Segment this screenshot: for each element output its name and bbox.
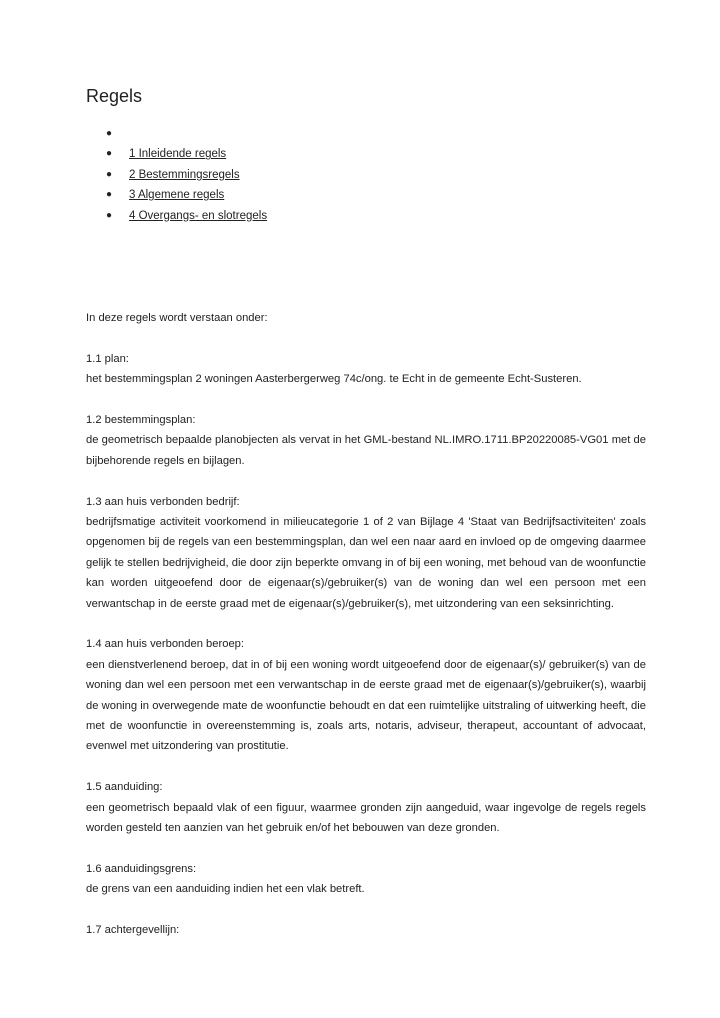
toc-link-overgangs-slotregels[interactable]: 4 Overgangs- en slotregels (129, 209, 268, 222)
toc-item-bestemmingsregels (86, 165, 267, 185)
definition-bestemmingsplan (86, 410, 646, 471)
toc-link-inleidende-regels[interactable]: 1 Inleidende regels (129, 148, 227, 161)
definition-description: een geometrisch bepaald vlak of een figuur, waarmee gronden zijn aangeduid, waar ingevolge de regels regels worden gesteld ten aanzien van het gebruik en/of het bebouwen van deze gronden. (86, 801, 646, 835)
toc-item-empty (86, 124, 267, 144)
definition-aan-huis-verbonden-bedrijf (86, 492, 646, 614)
definition-term: 1.3 aan huis verbonden bedrijf: (86, 495, 240, 508)
definition-term: 1.5 aanduiding: (86, 781, 163, 794)
regels-content (86, 308, 646, 961)
definition-description: de geometrisch bepaalde planobjecten als vervat in het GML-bestand NL.IMRO.1711.BP20220085-VG01 met de bijbehorende regels en bijlagen. (86, 434, 646, 467)
page-title: Regels (86, 86, 143, 106)
bullet-icon: ● (106, 209, 113, 221)
definition-aanduiding (86, 777, 646, 838)
toc-item-overgangs-slotregels (86, 206, 267, 226)
intro-text: In deze regels wordt verstaan onder: (86, 312, 268, 324)
table-of-contents (86, 124, 267, 226)
bullet-icon: ● (106, 148, 113, 160)
bullet-icon: ● (106, 168, 113, 180)
toc-item-algemene-regels (86, 185, 267, 205)
definition-term: 1.1 plan: (86, 352, 129, 365)
bullet-icon: ● (106, 128, 113, 139)
definition-term: 1.7 achtergevellijn: (86, 924, 180, 937)
toc-item-inleidende-regels (86, 144, 267, 164)
bullet-icon: ● (106, 189, 113, 201)
definition-achtergevellijn (86, 920, 646, 940)
definition-term: 1.6 aanduidingsgrens: (86, 862, 197, 875)
definition-plan (86, 349, 646, 390)
definition-description: het bestemmingsplan 2 woningen Aasterbergerweg 74c/ong. te Echt in de gemeente Echt-Susteren. (86, 373, 582, 386)
toc-link-algemene-regels[interactable]: 3 Algemene regels (129, 189, 225, 202)
definition-term: 1.2 bestemmingsplan: (86, 414, 196, 426)
definition-aan-huis-verbonden-beroep (86, 634, 646, 756)
definition-description: een dienstverlenend beroep, dat in of bij een woning wordt uitgeoefend door de eigenaar(s)/ gebruiker(s) van de woning dan wel een persoon met een verwantschap in de eerste graad met de eigenaar(s)/gebruiker(s), waarbij de woning in overwegende mate de woonfunctie behoudt en dat een ruimtelijke uitstraling of uitwerking heeft, die met de woonfunctie in overeenstemming is, zoals arts, notaris, adviseur, therapeut, accountant of advocaat, evenwel met uitzondering van prostitutie. (86, 658, 646, 753)
definition-description: de grens van een aanduiding indien het een vlak betreft. (86, 883, 365, 896)
toc-link-bestemmingsregels[interactable]: 2 Bestemmingsregels (129, 168, 240, 181)
definition-description: bedrijfsmatige activiteit voorkomend in milieucategorie 1 of 2 van Bijlage 4 'Staat van Bedrijfsactiviteiten' zoals opgenomen bij de regels van een bestemmingsplan, dan wel een naar aard en invloed op de omgeving daarmee gelijk te stellen bedrijvigheid, die door zijn beperkte omvang in of bij een woning, met behoud van de woonfunctie kan worden uitgeoefend door de eigenaar(s)/gebruiker(s) van de woning dan wel een persoon met een verwantschap in de eerste graad met de eigenaar(s)/gebruiker(s), met uitzondering van een seksinrichting. (86, 516, 646, 610)
definition-term: 1.4 aan huis verbonden beroep: (86, 638, 244, 651)
definition-aanduidingsgrens (86, 859, 646, 900)
